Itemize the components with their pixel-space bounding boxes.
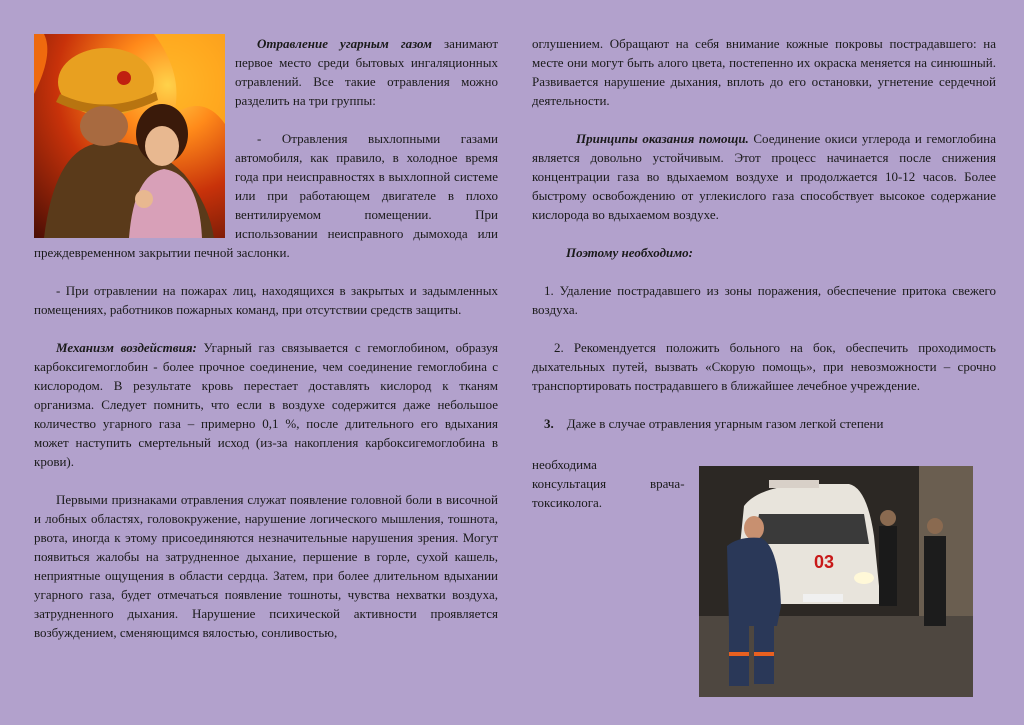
- list-item-3-line3a: консультация: [532, 476, 607, 491]
- help-title: Принципы оказания помощи.: [576, 131, 749, 146]
- ambulance-photo: [699, 466, 973, 697]
- list-item-2: 2. Рекомендуется положить больного на бок, обеспечить проходимость дыхательных путей, вызвать «Скорую помощь», при невозможности – срочно транспортировать пострадавшего в ближайшее лечебное учреждение.: [532, 340, 996, 393]
- mechanism-title: Механизм воздействия:: [56, 340, 197, 355]
- list-item-1: 1. Удаление пострадавшего из зоны поражения, обеспечение притока свежего воздуха.: [532, 283, 996, 317]
- right-column: [532, 34, 996, 433]
- intro-line: ингаляционных отравлений. Все такие: [235, 55, 498, 89]
- list-item-3-line3b: врача-: [650, 476, 685, 491]
- fire-paragraph: - При отравлении на пожарах лиц, находящихся в закрытых и задымленных помещениях, работников пожарных команд, при отсутствии средств защиты.: [34, 283, 498, 317]
- list-item-3-line2: необходима: [532, 457, 597, 472]
- intro-line: группы:: [331, 93, 376, 108]
- left-column: [34, 34, 498, 642]
- intro-line: первое место среди бытовых: [235, 55, 405, 70]
- list-item-3-line4: токсиколога.: [532, 495, 603, 510]
- intro-line: отравления можно разделить на три: [235, 74, 498, 108]
- intro-text: занимают: [431, 36, 499, 51]
- list-item-3-number: 3.: [544, 416, 554, 431]
- list-item-3-text: Даже в случае отравления угарным газом легкой степени: [566, 416, 884, 431]
- symptoms-paragraph: Первыми признаками отравления служат появление головной боли в височной и лобных областях, головокружение, нарушение логического мышления, тошнота, рвота, иногда к этому присоединяются незначительные нарушения зрения. Могут появиться жалобы на затрудненное дыхание, першение в горле, сухой кашель, неприятные ощущения в области сердца. Затем, при более длительном вдыхании угарного газа, будет отмечаться появление тошноты, чувства нехватки воздуха, затрудненного дыхания. Нарушение психической активности проявляется возбуждением, сменяющимся вялостью, сонливостью,: [34, 492, 498, 640]
- ambulance-number-label: 03: [814, 552, 835, 572]
- help-text: Соединение окиси углерода и гемоглобина является довольно устойчивым. Этот процесс начинается после снижения концентрации газа во вдыхаемом воздухе и продолжается 10-12 часов. Более быстрому освобождению от углекислого газа способствует высокое содержание кислорода во вдыхаемом воздухе.: [532, 131, 997, 222]
- exhaust-paragraph: - Отравления выхлопными газами автомобиля, как правило, в холодное время года при неисправностях в выхлопной системе или при работающем двигателе в плохо вентилируемом помещении. При использовании неисправного дымохода или преждевременном закрытии печной заслонки.: [34, 131, 498, 260]
- poisoning-title: Отравление угарным газом: [257, 36, 432, 51]
- necessary-title: Поэтому необходимо:: [566, 245, 693, 260]
- mechanism-text: Угарный газ связывается с гемоглобином, образуя карбоксигемоглобин - более прочное соединение, чем соединение гемоглобина с кислородом. В результате кровь перестает доставлять кислород к тканям организма. Следует помнить, что если в воздухе содержится даже небольшое количество угарного газа – примерно 0,1 %, после длительного его вдыхания может наступить смертельный исход (из-за накопления карбоксигемоглобина в крови).: [34, 340, 498, 469]
- continuation-paragraph: оглушением. Обращают на себя внимание кожные покровы пострадавшего: на месте они могут быть алого цвета, постепенно их окраска меняется на синюшный. Развивается нарушение дыхания, вплоть до его остановки, угнетение сердечной деятельности.: [532, 36, 996, 108]
- firefighter-photo: [34, 34, 225, 238]
